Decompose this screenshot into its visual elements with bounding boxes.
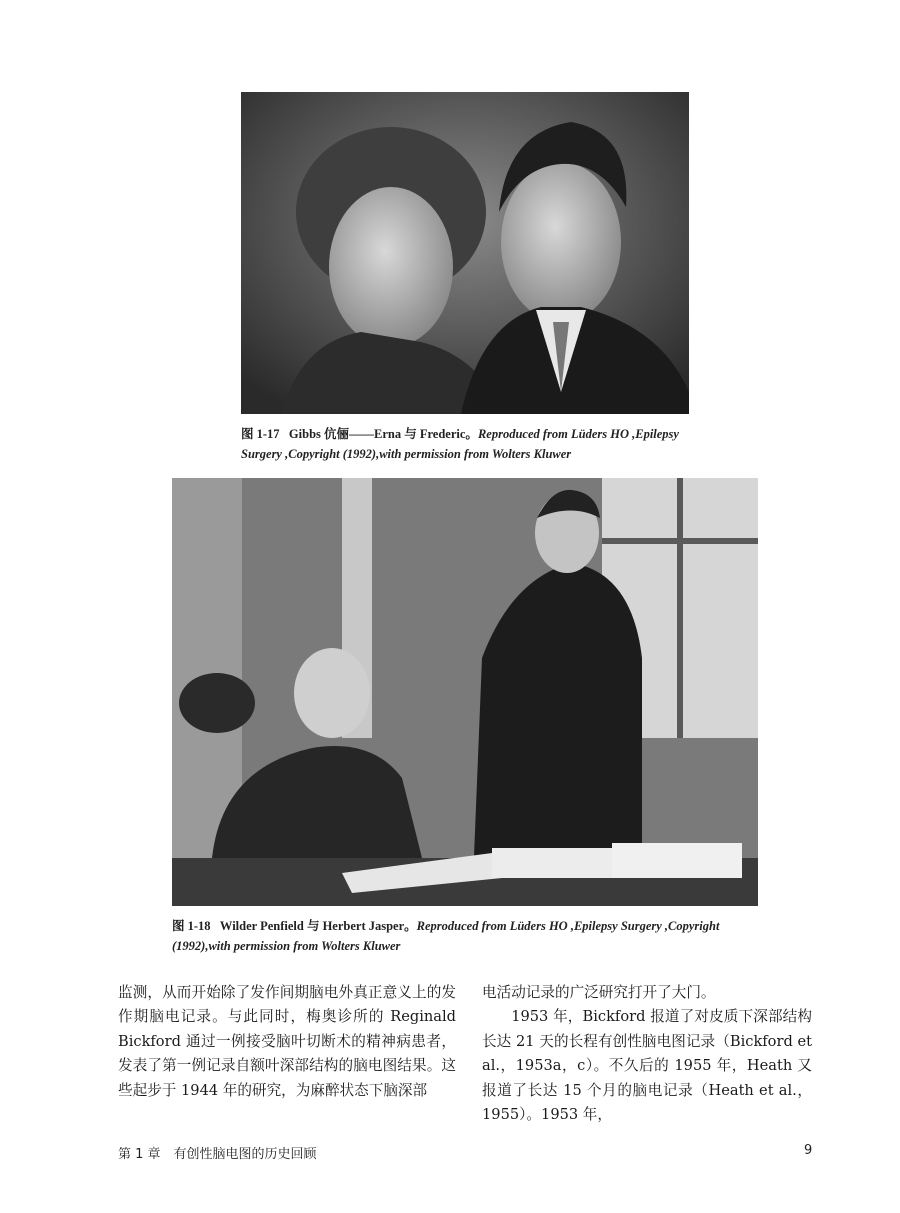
figure-title: Wilder Penfield 与 Herbert Jasper。	[219, 919, 417, 933]
figure-1-17-caption	[241, 424, 701, 464]
body-paragraph: 电活动记录的广泛研究打开了大门。	[482, 984, 716, 1001]
figure-1-18-caption	[172, 916, 772, 956]
figure-credit: Reproduced from Lüders HO ,Epilepsy Surgery ,Copyright	[416, 919, 720, 933]
figure-credit-continued: Surgery ,Copyright (1992),with permission from Wolters Kluwer	[241, 447, 572, 461]
office-photo-image	[172, 478, 758, 906]
body-paragraph: 1953 年，Bickford 报道了对皮质下深部结构长达 21 天的长程有创性脑电图记录（Bickford et al.，1953a，c）。不久后的 1955 年，Heath 又报道了长达 15 个月的脑电记录（Heath et al.，1955）。1953 年，	[482, 1008, 812, 1124]
figure-label: 图 1-17	[241, 427, 280, 441]
body-left-column	[118, 981, 456, 1103]
page-number: 9	[804, 1143, 813, 1158]
running-footer-chapter: 第 1 章 有创性脑电图的历史回顾	[118, 1147, 317, 1162]
portrait-image	[241, 92, 689, 414]
figure-title: Gibbs 伉俪——Erna 与 Frederic。	[288, 427, 478, 441]
figure-1-17-photo	[241, 92, 689, 414]
figure-credit: Reproduced from Lüders HO ,Epilepsy	[477, 427, 679, 441]
body-paragraph: 监测，从而开始除了发作间期脑电外真正意义上的发作期脑电记录。与此同时，梅奥诊所的 Reginald Bickford 通过一例接受脑叶切断术的精神病患者，发表了第一例记录自额叶深部结构的脑电图结果。这些起步于 1944 年的研究，为麻醉状态下脑深部	[118, 984, 456, 1099]
figure-credit-continued: (1992),with permission from Wolters Kluwer	[172, 939, 401, 953]
figure-label: 图 1-18	[172, 919, 211, 933]
figure-1-18-photo	[172, 478, 758, 906]
body-right-column	[482, 981, 812, 1127]
